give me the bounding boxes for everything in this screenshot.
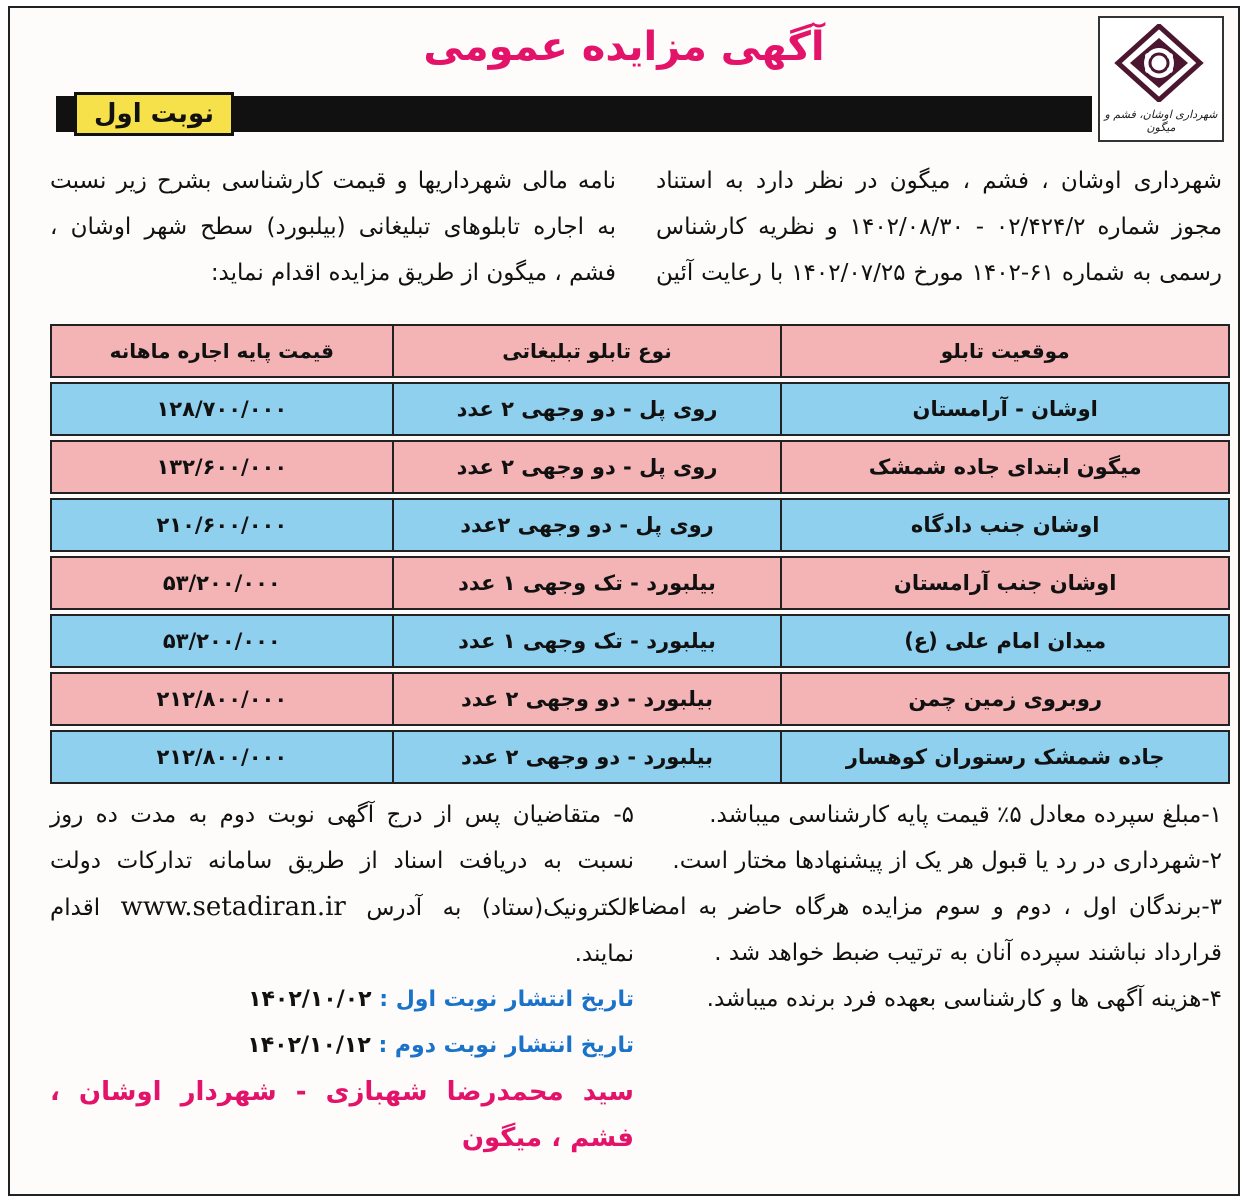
cell-type: بیلبورد - دو وجهی ۲ عدد: [393, 673, 782, 725]
cell-price: ۱۳۲/۶۰۰/۰۰۰: [51, 441, 393, 493]
table-row: [51, 731, 1229, 783]
table-row: [51, 673, 1229, 725]
cell-price: ۲۱۲/۸۰۰/۰۰۰: [51, 731, 393, 783]
second-date-label: تاریخ انتشار نوبت دوم :: [378, 1033, 634, 1058]
cell-type: بیلبورد - تک وجهی ۱ عدد: [393, 615, 782, 667]
second-date-value: ۱۴۰۲/۱۰/۱۲: [247, 1033, 371, 1058]
logo-caption: شهرداری اوشان، فشم و میگون: [1104, 108, 1218, 134]
billboard-table: [50, 324, 1230, 784]
table-row: [51, 557, 1229, 609]
header-type: نوع تابلو تبلیغاتی: [393, 325, 782, 377]
cell-price: ۱۲۸/۷۰۰/۰۰۰: [51, 383, 393, 435]
cell-price: ۵۳/۲۰۰/۰۰۰: [51, 557, 393, 609]
header-location: موقعیت تابلو: [781, 325, 1229, 377]
cell-type: روی پل - دو وجهی ۲ عدد: [393, 441, 782, 493]
table-row: [51, 441, 1229, 493]
intro-paragraph: شهرداری اوشان ، فشم ، میگون در نظر دارد به استناد مجوز شماره ۰۲/۴۲۴/۲ - ۱۴۰۲/۰۸/۳۰ و نظریه کارشناس رسمی به شماره ۶۱-۱۴۰۲ مورخ ۱۴۰۲/۰۷/۲۵ با رعایت آئین نامه مالی شهرداریها و قیمت کارشناسی بشرح زیر نسبت به اجاره تابلوهای تبلیغانی (بیلبورد) سطح شهر اوشان ، فشم ، میگون از طریق مزایده اقدام نماید:: [50, 168, 1223, 286]
notice-frame: [8, 6, 1240, 1196]
condition-5: ۵- متقاضیان پس از درج آگهی نوبت دوم به مدت ده روز نسبت به دریافت اسناد از طریق سامانه تدارکات دولت الکترونیک(ستاد) به آدرس: [50, 802, 635, 921]
cell-type: روی پل - دو وجهی ۲ عدد: [393, 383, 782, 435]
condition-1: ۱-مبلغ سپرده معادل ۵٪ قیمت پایه کارشناسی میباشد.: [709, 802, 1222, 828]
cell-location: روبروی زمین چمن: [781, 673, 1229, 725]
cell-type: بیلبورد - تک وجهی ۱ عدد: [393, 557, 782, 609]
header-price: قیمت پایه اجاره ماهانه: [51, 325, 393, 377]
table-row: [51, 615, 1229, 667]
table-row: [51, 383, 1229, 435]
condition-3: ۳-برندگان اول ، دوم و سوم مزایده هرگاه حاضر به امضاء قرارداد نباشند سپرده آنان به ترتیب ضبط خواهد شد .: [630, 894, 1222, 966]
cell-location: اوشان جنب آرامستان: [781, 557, 1229, 609]
cell-location: میدان امام علی (ع): [781, 615, 1229, 667]
cell-type: بیلبورد - دو وجهی ۲ عدد: [393, 731, 782, 783]
cell-location: میگون ابتدای جاده شمشک: [781, 441, 1229, 493]
cell-price: ۵۳/۲۰۰/۰۰۰: [51, 615, 393, 667]
condition-2: ۲-شهرداری در رد یا قبول هر یک از پیشنهادها مختار است.: [672, 848, 1222, 874]
cell-location: جاده شمشک رستوران کوهسار: [781, 731, 1229, 783]
first-date-value: ۱۴۰۲/۱۰/۰۲: [248, 987, 372, 1012]
conditions-column: [630, 792, 1222, 1022]
first-date-label: تاریخ انتشار نوبت اول :: [379, 987, 634, 1012]
municipality-logo: [1098, 16, 1224, 142]
round-tag: نوبت اول: [74, 92, 234, 136]
first-publish-date: [50, 977, 634, 1023]
table-header-row: [51, 325, 1229, 377]
cell-location: اوشان جنب دادگاه: [781, 499, 1229, 551]
table-row: [51, 499, 1229, 551]
notice-title: آگهی مزایده عمومی: [423, 24, 825, 70]
details-column: [50, 792, 634, 1161]
logo-emblem-icon: [1114, 24, 1204, 102]
condition-4: ۴-هزینه آگهی ها و کارشناسی بعهده فرد برنده میباشد.: [706, 986, 1222, 1012]
cell-type: روی پل - دو وجهی ۲عدد: [393, 499, 782, 551]
condition-5-end: اقدام نمایند.: [50, 895, 634, 967]
setad-link[interactable]: www.setadiran.ir: [120, 892, 346, 922]
cell-price: ۲۱۲/۸۰۰/۰۰۰: [51, 673, 393, 725]
second-publish-date: [50, 1023, 634, 1069]
cell-location: اوشان - آرامستان: [781, 383, 1229, 435]
cell-price: ۲۱۰/۶۰۰/۰۰۰: [51, 499, 393, 551]
mayor-signature: سید محمدرضا شهبازی - شهردار اوشان ، فشم ، میگون: [50, 1077, 634, 1153]
